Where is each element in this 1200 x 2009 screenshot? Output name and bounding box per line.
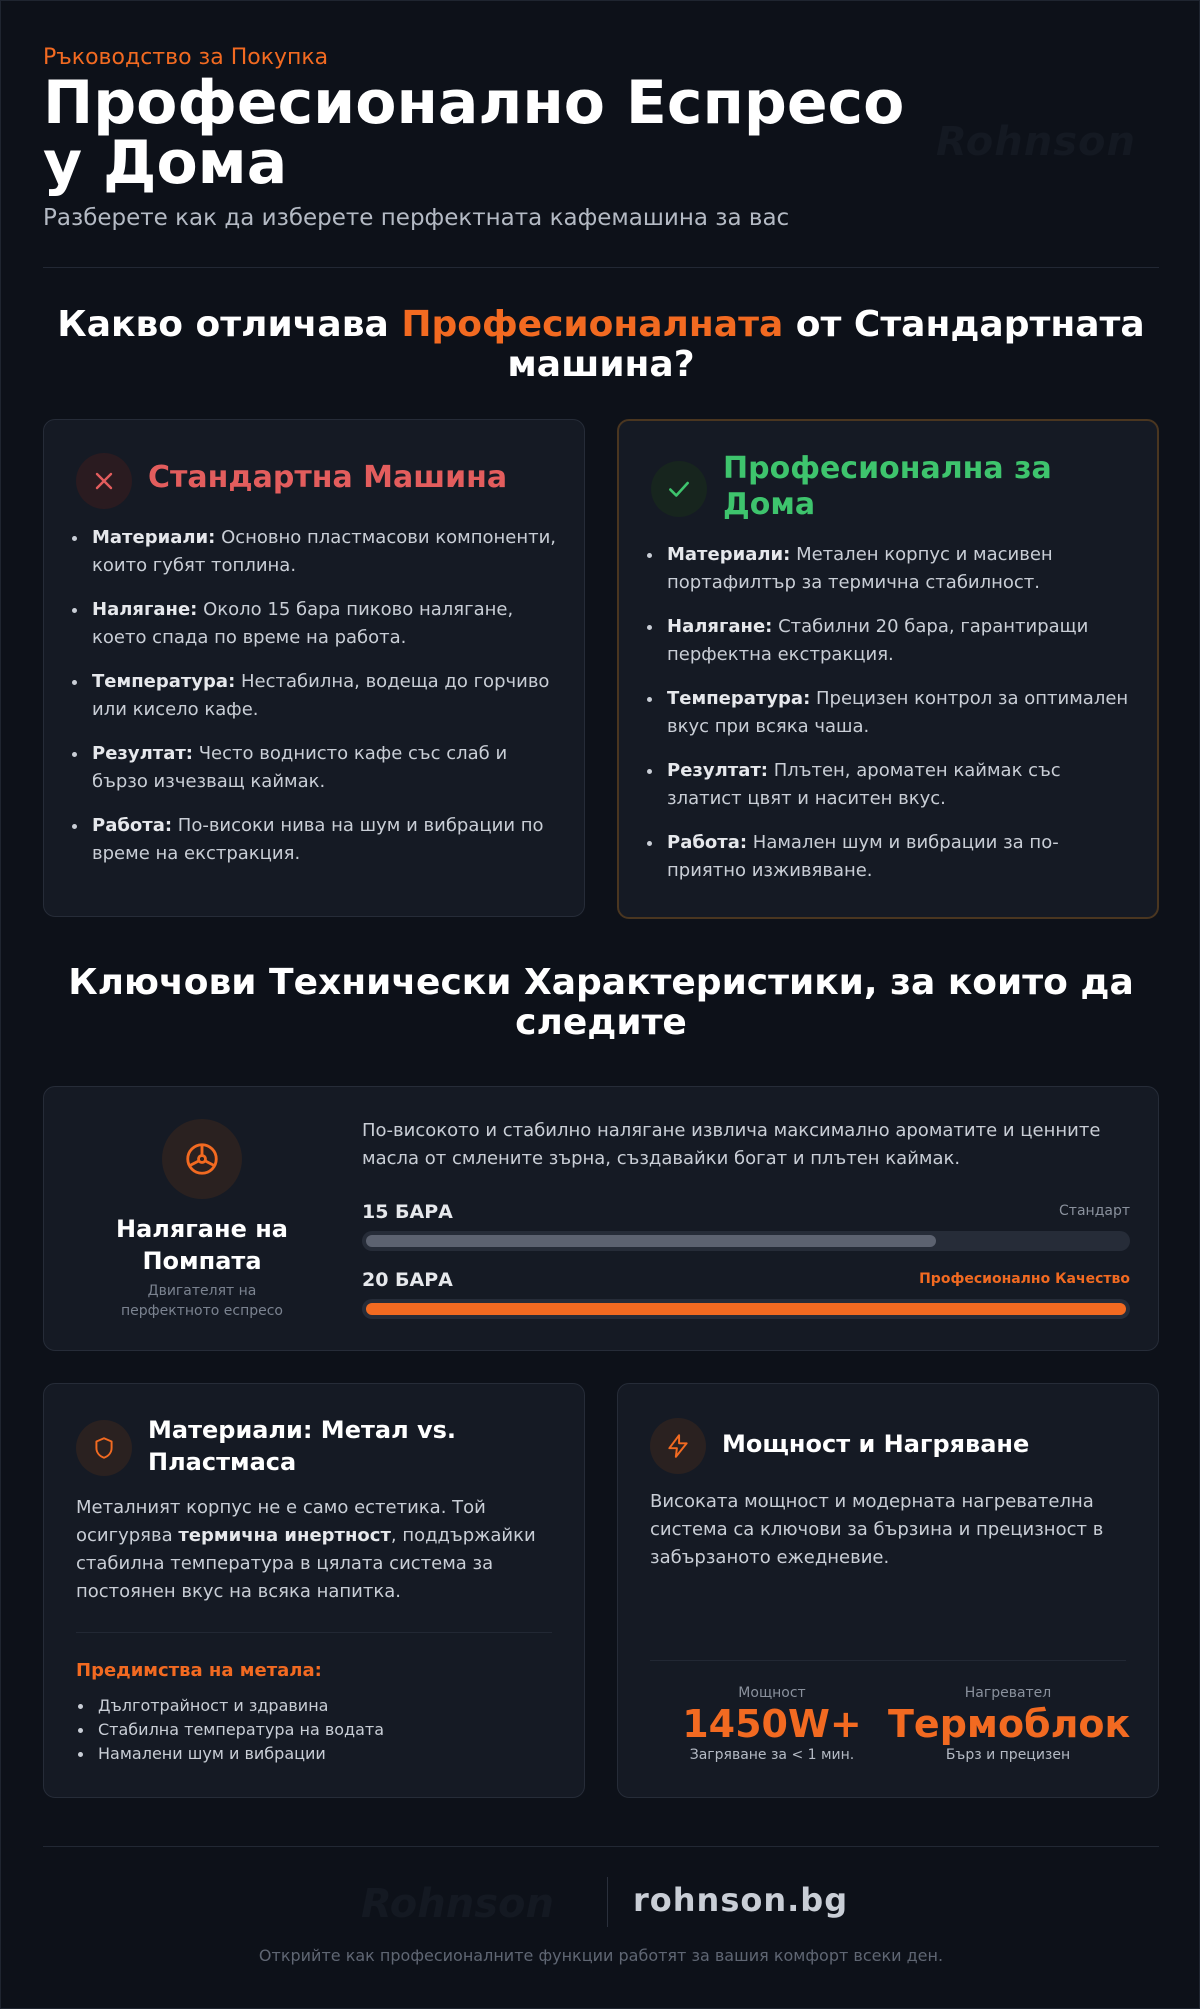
specs-section-title: Ключови Технически Характеристики, за които да следите xyxy=(68,962,1134,1043)
list-item: Работа: По-високи нива на шум и вибрации по време на екстракция. xyxy=(92,812,558,868)
pressure-bar-standard xyxy=(362,1231,1130,1251)
page-title: Професионално Еспресо у Дома xyxy=(43,68,905,198)
pro-machine-card xyxy=(617,419,1159,919)
pressure-subtitle: Двигателят на перфектното еспресо xyxy=(121,1283,283,1319)
bar-note-pro: Професионално Качество xyxy=(919,1271,1130,1287)
divider xyxy=(650,1660,1126,1661)
brand-logo: Rohnson xyxy=(936,119,1137,165)
materials-title: Материали: Метал vs. Пластмаса xyxy=(148,1416,457,1476)
list-item: Стабилна температура на водата xyxy=(98,1718,558,1742)
stat-caption: Мощност xyxy=(738,1685,806,1701)
power-title: Мощност и Нагряване xyxy=(722,1430,1030,1458)
kicker-label: Ръководство за Покупка xyxy=(43,45,329,70)
list-item: Резултат: Плътен, ароматен каймак със златист цвят и наситен вкус. xyxy=(667,757,1133,813)
bar-label-standard: 15 БАРА xyxy=(362,1201,453,1223)
pressure-bar-fill-standard xyxy=(366,1235,936,1247)
pro-badge xyxy=(651,461,707,517)
list-item: Температура: Нестабилна, водеща до горчиво или кисело кафе. xyxy=(92,668,558,724)
compare-title-before: Какво отличава xyxy=(57,304,402,345)
materials-text: Металният корпус не е само естетика. Той осигурява термична инертност, поддържайки стабилна температура в цялата система за постоянен вкус на всяка напитка. xyxy=(76,1497,536,1602)
power-badge xyxy=(650,1418,706,1474)
list-item: Температура: Прецизен контрол за оптимален вкус при всяка чаша. xyxy=(667,685,1133,741)
bar-note-standard: Стандарт xyxy=(1059,1203,1130,1219)
pro-spec-list xyxy=(667,541,1133,901)
pressure-label-block xyxy=(102,1213,302,1321)
shield-icon xyxy=(91,1435,117,1461)
bar-label-pro: 20 БАРА xyxy=(362,1269,453,1291)
pressure-card xyxy=(43,1086,1159,1351)
power-text: Високата мощност и модерната нагревателна система са ключови за бързина и прецизност в забързаното ежедневие. xyxy=(650,1491,1104,1568)
stat-subtext: Загряване за < 1 мин. xyxy=(689,1747,855,1763)
footer-brand-logo: Rohnson xyxy=(361,1881,555,1927)
heater-stat xyxy=(888,1684,1131,1764)
pressure-bar-pro xyxy=(362,1299,1130,1319)
divider xyxy=(43,267,1159,268)
compare-title-accent: Професионалната xyxy=(401,304,784,345)
list-item: Налягане: Около 15 бара пиково налягане, което спада по време на работа. xyxy=(92,596,558,652)
footer-note: Открийте как професионалните функции работят за вашия комфорт всеки ден. xyxy=(258,1946,944,1965)
power-card xyxy=(617,1383,1159,1798)
list-item: Налягане: Стабилни 20 бара, гарантиращи перфектна екстракция. xyxy=(667,613,1133,669)
stat-value: 1450W+ xyxy=(682,1702,862,1746)
materials-advantages-title: Предимства на метала: xyxy=(76,1660,322,1681)
divider xyxy=(43,1846,1159,1847)
x-icon xyxy=(92,469,116,493)
materials-advantages-list xyxy=(98,1694,558,1766)
standard-badge xyxy=(76,453,132,509)
standard-spec-list xyxy=(92,524,558,884)
list-item: Материали: Метален корпус и масивен портафилтър за термична стабилност. xyxy=(667,541,1133,597)
standard-machine-card xyxy=(43,419,585,917)
list-item: Резултат: Често воднисто кафе със слаб и бързо изчезващ каймак. xyxy=(92,740,558,796)
pressure-bar-fill-pro xyxy=(366,1303,1126,1315)
page-subtitle: Разберете как да изберете перфектната кафемашина за вас xyxy=(43,205,790,231)
stat-caption: Нагревател xyxy=(964,1685,1052,1701)
stat-subtext: Бърз и прецизен xyxy=(945,1747,1071,1763)
standard-card-title: Стандартна Машина xyxy=(148,460,508,495)
compare-title-after: от Стандартната машина? xyxy=(507,304,1145,385)
footer-separator xyxy=(607,1877,608,1927)
power-stat xyxy=(652,1684,892,1764)
pressure-title: Налягане на Помпата xyxy=(116,1215,288,1275)
gauge-icon xyxy=(183,1140,221,1178)
list-item: Дълготрайност и здравина xyxy=(98,1694,558,1718)
pressure-description: По-високото и стабилно налягане извлича максимално ароматите и ценните масла от смлените зърна, създавайки богат и плътен каймак. xyxy=(362,1120,1101,1169)
footer-site-link[interactable]: rohnson.bg xyxy=(633,1881,849,1919)
list-item: Работа: Намален шум и вибрации за по-приятно изживяване. xyxy=(667,829,1133,885)
check-icon xyxy=(666,476,692,502)
pro-card-title: Професионална за Дома xyxy=(723,451,1052,522)
divider xyxy=(76,1632,552,1633)
pressure-badge xyxy=(162,1119,242,1199)
list-item: Намалени шум и вибрации xyxy=(98,1742,558,1766)
lightning-icon xyxy=(665,1433,691,1459)
materials-card xyxy=(43,1383,585,1798)
materials-badge xyxy=(76,1420,132,1476)
compare-section-title xyxy=(43,305,1159,385)
list-item: Материали: Основно пластмасови компоненти, които губят топлина. xyxy=(92,524,558,580)
stat-value: Термоблок xyxy=(888,1702,1131,1746)
